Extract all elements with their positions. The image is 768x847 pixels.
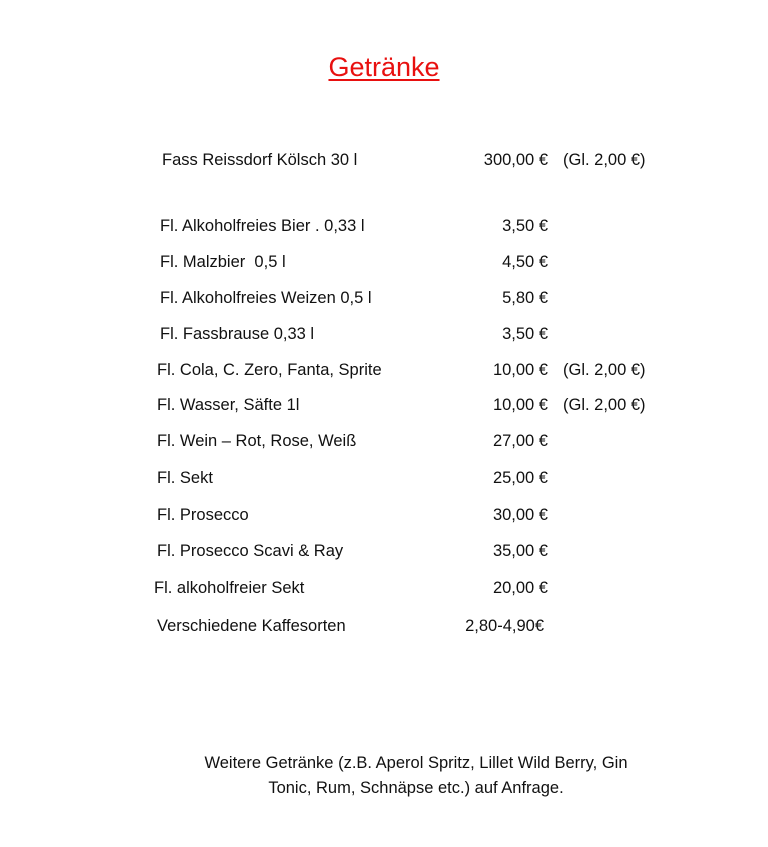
- item-name: Fl. Wasser, Säfte 1l: [157, 396, 300, 414]
- menu-row-fassbrause: [0, 321, 768, 347]
- item-price: 2,80-4,90€: [465, 617, 544, 635]
- menu-row-wasser: [0, 392, 768, 418]
- item-price: 300,00 €: [483, 151, 548, 169]
- item-name: Fl. alkoholfreier Sekt: [154, 579, 305, 597]
- menu-row-alkoholfreies-weizen: [0, 285, 768, 311]
- menu-row-sekt: [0, 465, 768, 491]
- footer-note: [0, 751, 768, 801]
- footer-line-1: Weitere Getränke (z.B. Aperol Spritz, Lillet Wild Berry, Gin: [204, 754, 628, 772]
- menu-row-kolsch: [0, 147, 768, 173]
- menu-row-prosecco-scavi: [0, 538, 768, 564]
- menu-row-malzbier: [0, 249, 768, 275]
- page-title: Getränke: [328, 52, 440, 82]
- menu-row-alkoholfreier-sekt: [0, 575, 768, 601]
- item-price: 10,00 €: [492, 361, 548, 379]
- item-price: 35,00 €: [492, 542, 548, 560]
- item-glass-price: (Gl. 2,00 €): [563, 396, 646, 414]
- menu-row-cola: [0, 357, 768, 383]
- menu-row-prosecco: [0, 502, 768, 528]
- item-name: Fl. Alkoholfreies Bier . 0,33 l: [160, 217, 365, 235]
- menu-row-alkoholfreies-bier: [0, 213, 768, 239]
- item-name: Fl. Wein – Rot, Rose, Weiß: [157, 432, 357, 450]
- item-name: Fass Reissdorf Kölsch 30 l: [162, 151, 358, 169]
- item-price: 30,00 €: [492, 506, 548, 524]
- item-price: 3,50 €: [502, 325, 548, 343]
- item-price: 25,00 €: [492, 469, 548, 487]
- item-name: Fl. Fassbrause 0,33 l: [160, 325, 315, 343]
- item-glass-price: (Gl. 2,00 €): [563, 361, 646, 379]
- item-price: 10,00 €: [492, 396, 548, 414]
- menu-row-kaffee: [0, 613, 768, 639]
- menu-row-wein: [0, 428, 768, 454]
- footer-line-2: Tonic, Rum, Schnäpse etc.) auf Anfrage.: [268, 779, 564, 797]
- item-glass-price: (Gl. 2,00 €): [563, 151, 646, 169]
- item-name: Fl. Sekt: [157, 469, 213, 487]
- item-name: Fl. Alkoholfreies Weizen 0,5 l: [160, 289, 372, 307]
- item-name: Fl. Prosecco Scavi & Ray: [157, 542, 344, 560]
- item-price: 27,00 €: [492, 432, 548, 450]
- item-price: 5,80 €: [502, 289, 548, 307]
- item-name: Verschiedene Kaffesorten: [157, 617, 346, 635]
- item-price: 4,50 €: [502, 253, 548, 271]
- item-price: 3,50 €: [502, 217, 548, 235]
- item-name: Fl. Malzbier 0,5 l: [160, 253, 286, 271]
- item-name: Fl. Cola, C. Zero, Fanta, Sprite: [157, 361, 382, 379]
- item-name: Fl. Prosecco: [157, 506, 249, 524]
- item-price: 20,00 €: [492, 579, 548, 597]
